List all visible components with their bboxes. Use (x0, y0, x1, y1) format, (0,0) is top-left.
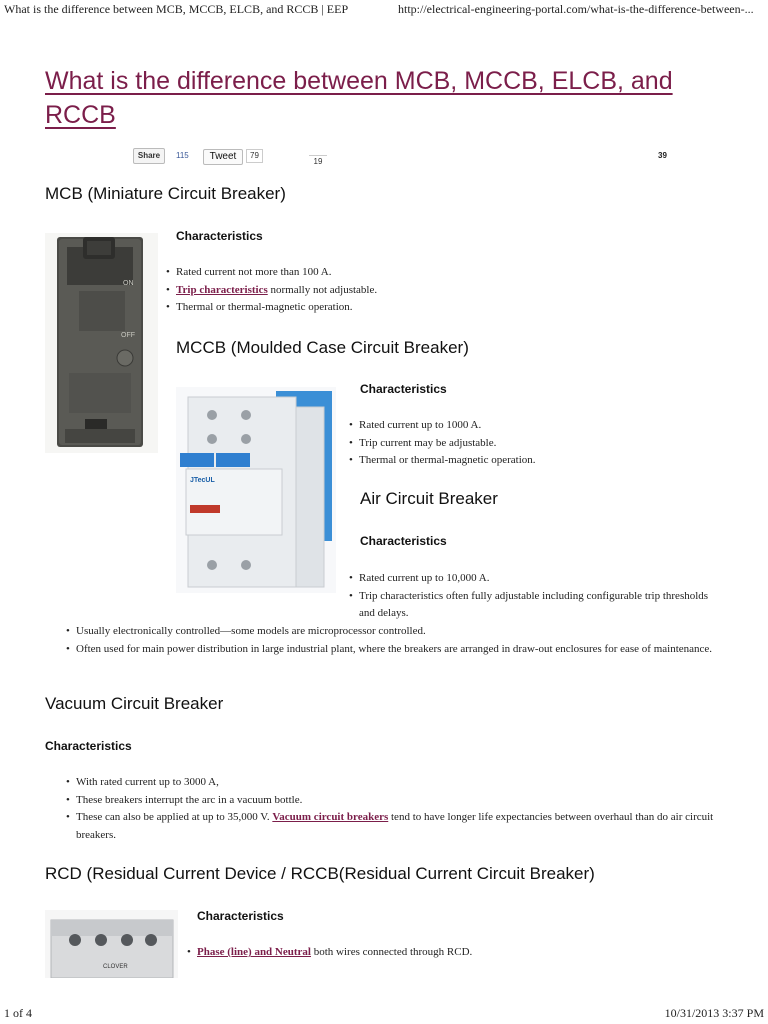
mcb-on-label: ON (123, 280, 134, 287)
list-item: • Trip characteristics often fully adjustable including configurable trip thresholds and delays. (349, 588, 719, 623)
phase-neutral-link[interactable]: Phase (line) and Neutral (197, 946, 311, 958)
vcb-characteristics-heading: Characteristics (45, 739, 132, 753)
mccb-heading: MCCB (Moulded Case Circuit Breaker) (176, 338, 469, 357)
print-header-url: http://electrical-engineering-portal.com/what-is-the-difference-between-... (398, 2, 754, 16)
vacuum-circuit-breakers-link[interactable]: Vacuum circuit breakers (272, 811, 389, 823)
share-button[interactable]: Share (133, 148, 165, 164)
acb-characteristics-list (349, 570, 719, 623)
share-count: 115 (176, 151, 189, 160)
list-item: • Usually electronically controlled—some models are microprocessor controlled. (66, 623, 726, 641)
mcb-heading: MCB (Miniature Circuit Breaker) (45, 184, 286, 203)
mccb-device-graphic (176, 387, 336, 593)
acb-characteristics-list-continued (66, 623, 726, 658)
list-item: • Rated current up to 1000 A. (349, 417, 649, 435)
mcb-image (45, 233, 158, 453)
rcd-heading: RCD (Residual Current Device / RCCB(Residual Current Circuit Breaker) (45, 864, 595, 883)
vcb-characteristics-list (66, 774, 726, 844)
list-item: • Trip characteristics normally not adjustable. (166, 282, 466, 300)
linkedin-count: 39 (658, 151, 667, 160)
list-item: • With rated current up to 3000 A, (66, 774, 726, 792)
mcb-characteristics-list (166, 264, 466, 317)
acb-heading: Air Circuit Breaker (360, 489, 498, 508)
list-item: • Rated current not more than 100 A. (166, 264, 466, 282)
article-title[interactable]: What is the difference between MCB, MCCB, ELCB, and RCCB (45, 67, 673, 129)
rcd-characteristics-list (187, 944, 587, 962)
list-item: • These can also be applied at up to 35,000 V. Vacuum circuit breakers tend to have longer life expectancies between overhaul than do air circuit breakers. (66, 809, 726, 844)
vcb-heading: Vacuum Circuit Breaker (45, 694, 224, 713)
trip-characteristics-link[interactable]: Trip characteristics (176, 283, 268, 296)
tweet-button[interactable]: Tweet (203, 149, 243, 165)
list-item: • Phase (line) and Neutral both wires connected through RCD. (187, 944, 587, 962)
rcd-characteristics-heading: Characteristics (197, 909, 284, 923)
print-header-title: What is the difference between MCB, MCCB, ELCB, and RCCB | EEP (4, 2, 349, 16)
print-footer-datetime: 10/31/2013 3:37 PM (664, 1006, 764, 1020)
acb-characteristics-heading: Characteristics (360, 534, 447, 548)
list-item: • Thermal or thermal-magnetic operation. (166, 299, 466, 317)
rcd-device-graphic (45, 910, 178, 978)
mcb-characteristics-heading: Characteristics (176, 229, 263, 243)
tweet-count: 79 (246, 149, 263, 163)
mcb-device-graphic (45, 233, 158, 453)
gplus-count: 19 (309, 155, 327, 168)
list-item: • Trip current may be adjustable. (349, 435, 649, 453)
mccb-image (176, 387, 336, 593)
rcd-brand-label: CLOVER (103, 964, 128, 970)
print-footer-page: 1 of 4 (4, 1006, 32, 1020)
list-item: • Thermal or thermal-magnetic operation. (349, 452, 649, 470)
list-item: • Rated current up to 10,000 A. (349, 570, 719, 588)
mcb-off-label: OFF (121, 332, 135, 339)
mccb-characteristics-heading: Characteristics (360, 382, 447, 396)
list-item: • These breakers interrupt the arc in a vacuum bottle. (66, 792, 726, 810)
mccb-brand-label: JTecUL (190, 477, 215, 484)
list-item: • Often used for main power distribution in large industrial plant, where the breakers are arranged in draw-out enclosures for ease of maintenance. (66, 641, 726, 659)
mccb-characteristics-list (349, 417, 649, 470)
rcd-image (45, 910, 178, 978)
